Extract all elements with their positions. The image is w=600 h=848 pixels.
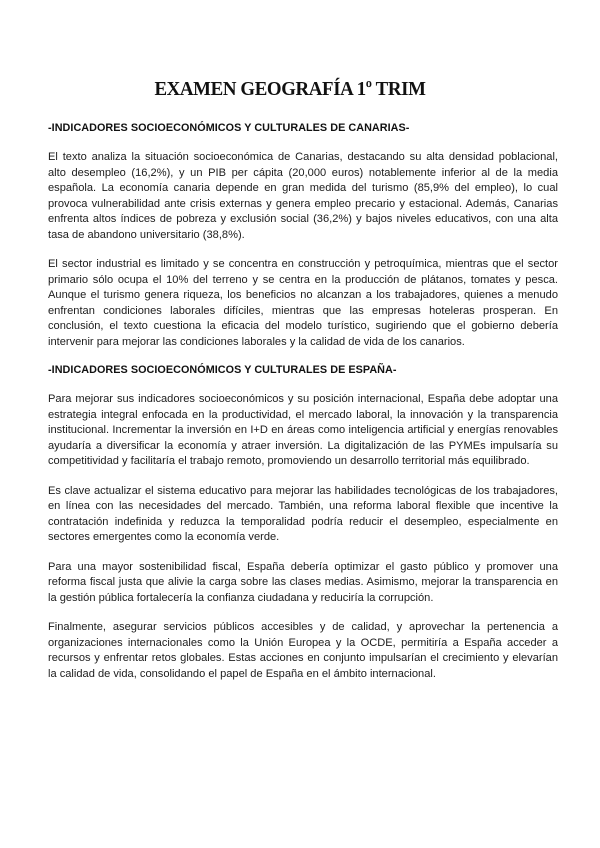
paragraph: El texto analiza la situación socioeconómica de Canarias, destacando su alta densidad poblacional, alto desempleo (16,2%), y un PIB per cápita (20,000 euros) notablemente inferior al de la media española. La economía canaria depende en gran medida del turismo (85,9% del empleo), lo cual provoca vulnerabilidad ante crisis externas y genera empleo precario y estacional. Además, Canarias enfrenta altos índices de pobreza y exclusión social (36,2%) y bajos niveles educativos, con una alta tasa de abandono universitario (38,8%). bbox=[48, 151, 558, 241]
section-espana bbox=[48, 364, 558, 682]
paragraph: Es clave actualizar el sistema educativo para mejorar las habilidades tecnológicas de los trabajadores, en línea con las necesidades del mercado. También, una reforma laboral flexible que incentive la contratación indefinida y reduzca la temporalidad podría reducir el desempleo, especialmente en sectores emergentes como la economía verde. bbox=[48, 484, 558, 543]
paragraph: Para una mayor sostenibilidad fiscal, España debería optimizar el gasto público y promover una reforma fiscal justa que alivie la carga sobre las clases medias. Asimismo, mejorar la transparencia en la gestión pública fortalecería la confianza ciudadana y reduciría la corrupción. bbox=[48, 560, 558, 604]
section-heading-canarias: -INDICADORES SOCIOECONÓMICOS Y CULTURALES DE CANARIAS- bbox=[48, 122, 410, 134]
paragraph: Para mejorar sus indicadores socioeconómicos y su posición internacional, España debe adoptar una estrategia integral enfocada en la productividad, el mercado laboral, la innovación y la transparencia institucional. Incrementar la inversión en I+D en áreas como inteligencia artificial y energías renovables ayudaría a diversificar la economía y atraer inversión. La digitalización de las PYMEs impulsaría su competitividad y facilitaría el trabajo remoto, promoviendo un desarrollo territorial más equilibrado. bbox=[48, 393, 558, 467]
document-body bbox=[48, 122, 558, 696]
document-title: EXAMEN GEOGRAFÍA 1º TRIM bbox=[154, 78, 426, 100]
paragraph: El sector industrial es limitado y se concentra en construcción y petroquímica, mientras que el sector primario sólo ocupa el 10% del terreno y se centra en la producción de plátanos, tomates y pesca. Aunque el turismo genera riqueza, los beneficios no alcanzan a los trabajadores, quienes a menudo enfrentan condiciones laborales difíciles, mientras que las empresas hoteleras prosperan. En conclusión, el texto cuestiona la eficacia del modelo turístico, sugiriendo que el gobierno debería intervenir para mejorar las condiciones laborales y la calidad de vida de los canarios. bbox=[48, 258, 558, 348]
paragraph: Finalmente, asegurar servicios públicos accesibles y de calidad, y aprovechar la pertenencia a organizaciones internacionales como la Unión Europea y la OCDE, permitiría a España acceder a recursos y enfrentar retos globales. Estas acciones en conjunto impulsarían el crecimiento y elevarían la calidad de vida, consolidando el papel de España en el ámbito internacional. bbox=[48, 621, 558, 680]
section-heading-espana: -INDICADORES SOCIOECONÓMICOS Y CULTURALES DE ESPAÑA- bbox=[48, 364, 397, 376]
section-canarias bbox=[48, 122, 558, 350]
